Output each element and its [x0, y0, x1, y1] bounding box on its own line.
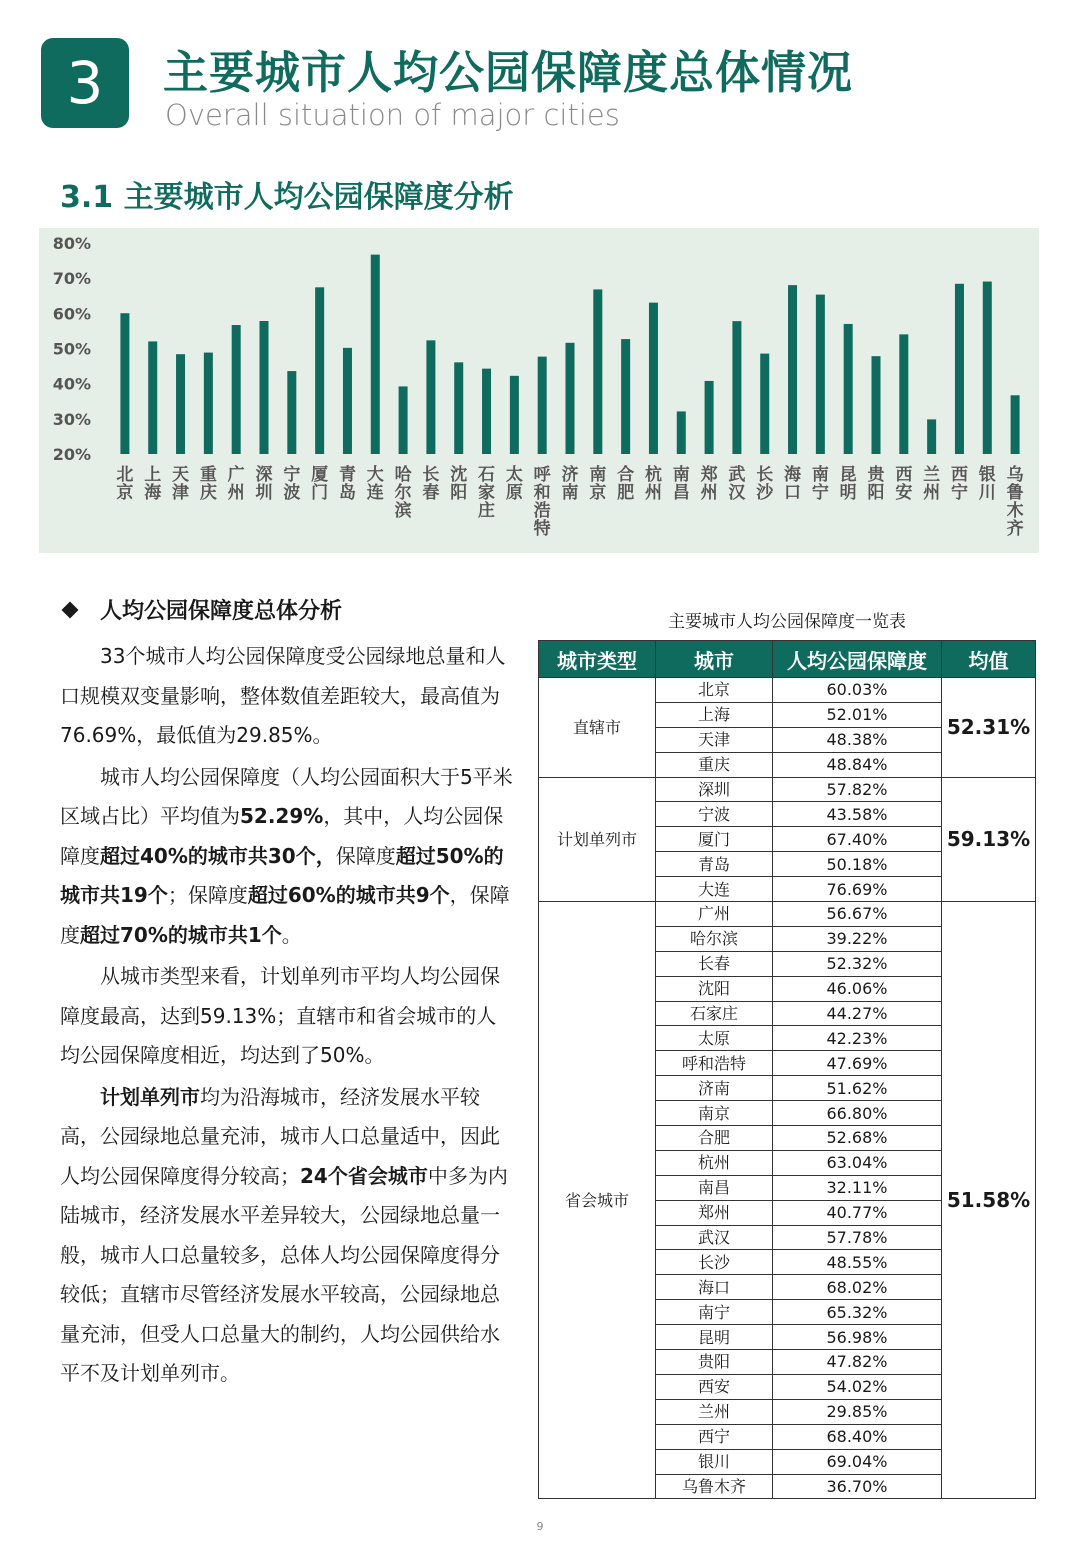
bar: [732, 321, 741, 454]
x-tick-label: 昆明: [839, 465, 857, 503]
analysis-body: [60, 637, 515, 1396]
city-cell: 乌鲁木齐: [656, 1474, 773, 1499]
bold-run: 超过60%的城市共9个: [247, 883, 450, 907]
x-tick-label: 大连: [366, 465, 384, 503]
bar: [677, 411, 686, 454]
bar: [148, 341, 157, 454]
index-cell: 52.68%: [773, 1126, 942, 1151]
header-average: 均值: [942, 641, 1036, 678]
index-cell: 32.11%: [773, 1175, 942, 1200]
x-tick-label: 杭州: [644, 465, 662, 503]
text-run: 均为沿海城市，经济发展水平较高，公园绿地总量充沛，城市人口总量适中，因此人均公园保障度得分较高；: [60, 1084, 500, 1188]
x-tick-label: 南京: [589, 465, 607, 503]
text-run: ，其中，人均公园保障度: [60, 804, 504, 868]
x-tick-label: 青岛: [338, 465, 356, 503]
bar: [204, 353, 213, 454]
index-cell: 52.32%: [773, 951, 942, 976]
bold-run: 计划单列市: [100, 1084, 200, 1109]
index-cell: 57.78%: [773, 1225, 942, 1250]
bar: [593, 289, 602, 454]
city-cell: 南昌: [656, 1175, 773, 1200]
text-run: 保障度: [335, 843, 396, 868]
city-type-cell: 直辖市: [539, 678, 656, 778]
bold-run: 超过50%的城市共19个: [60, 843, 504, 907]
index-cell: 68.40%: [773, 1424, 942, 1449]
city-cell: 深圳: [656, 777, 773, 802]
average-cell: 51.58%: [942, 902, 1036, 1499]
city-cell: 哈尔滨: [656, 926, 773, 951]
index-cell: 44.27%: [773, 1001, 942, 1026]
x-tick-label: 贵阳: [867, 465, 885, 503]
city-cell: 太原: [656, 1026, 773, 1051]
bar: [120, 313, 129, 454]
index-cell: 66.80%: [773, 1101, 942, 1126]
index-cell: 56.67%: [773, 902, 942, 927]
x-tick-label: 天津: [172, 465, 190, 503]
city-cell: 杭州: [656, 1150, 773, 1175]
bold-run: 52.29%: [240, 804, 324, 828]
y-tick-label: 60%: [52, 304, 91, 324]
index-cell: 52.01%: [773, 702, 942, 727]
city-cell: 青岛: [656, 852, 773, 877]
bar: [482, 369, 491, 454]
bar: [816, 295, 825, 454]
x-tick-label: 重庆: [199, 465, 217, 503]
bar: [343, 348, 352, 454]
city-cell: 重庆: [656, 752, 773, 777]
x-tick-label: 济南: [561, 465, 579, 503]
city-cell: 武汉: [656, 1225, 773, 1250]
city-cell: 西宁: [656, 1424, 773, 1449]
table-header-row: [539, 641, 1036, 678]
city-cell: 宁波: [656, 802, 773, 827]
table-row: [539, 678, 1036, 703]
index-cell: 36.70%: [773, 1474, 942, 1499]
index-cell: 46.06%: [773, 976, 942, 1001]
bar: [566, 343, 575, 454]
index-cell: 48.38%: [773, 727, 942, 752]
bar: [760, 354, 769, 454]
average-cell: 59.13%: [942, 777, 1036, 901]
y-tick-label: 50%: [52, 339, 91, 359]
index-cell: 39.22%: [773, 926, 942, 951]
x-tick-label: 西宁: [950, 465, 968, 503]
bar: [705, 381, 714, 454]
x-tick-label: 长春: [422, 465, 440, 503]
paragraph-3: 从城市类型来看，计划单列市平均人均公园保障度最高，达到59.13%；直辖市和省会城市的人均公园保障度相近，均达到了50%。: [60, 964, 500, 1067]
city-cell: 南京: [656, 1101, 773, 1126]
index-cell: 51.62%: [773, 1076, 942, 1101]
table-row: [539, 777, 1036, 802]
x-tick-label: 呼和浩特: [533, 465, 551, 539]
header-city-type: 城市类型: [539, 641, 656, 678]
bar: [260, 321, 269, 454]
bar: [232, 325, 241, 454]
city-cell: 广州: [656, 902, 773, 927]
bar: [955, 284, 964, 454]
y-tick-label: 20%: [52, 445, 91, 464]
index-cell: 48.84%: [773, 752, 942, 777]
x-tick-label: 上海: [144, 465, 162, 503]
city-cell: 银川: [656, 1449, 773, 1474]
bar: [399, 386, 408, 454]
bar: [176, 354, 185, 454]
bar: [621, 339, 630, 454]
x-tick-label: 广州: [227, 465, 245, 503]
paragraph-4: [60, 1078, 515, 1394]
x-tick-label: 哈尔滨: [394, 465, 412, 521]
city-cell: 上海: [656, 702, 773, 727]
index-cell: 69.04%: [773, 1449, 942, 1474]
bar: [426, 340, 435, 454]
section-number-badge: [41, 38, 129, 128]
text-run: ，保障度: [60, 883, 510, 947]
index-cell: 60.03%: [773, 678, 942, 703]
city-cell: 南宁: [656, 1300, 773, 1325]
index-cell: 54.02%: [773, 1374, 942, 1399]
bar: [649, 303, 658, 454]
bar: [872, 356, 881, 454]
paragraph-1: 33个城市人均公园保障度受公园绿地总量和人口规模双变量影响，整体数值差距较大，最高值为76.69%，最低值为29.85%。: [60, 644, 506, 747]
bar: [315, 287, 324, 454]
city-cell: 天津: [656, 727, 773, 752]
index-cell: 48.55%: [773, 1250, 942, 1275]
index-cell: 50.18%: [773, 852, 942, 877]
index-cell: 56.98%: [773, 1325, 942, 1350]
city-table: [538, 640, 1036, 1499]
index-cell: 47.82%: [773, 1350, 942, 1375]
index-cell: 42.23%: [773, 1026, 942, 1051]
section-number: 3: [66, 49, 104, 117]
section-subtitle: Overall situation of major cities: [165, 98, 620, 132]
x-tick-label: 南宁: [811, 465, 829, 503]
city-cell: 石家庄: [656, 1001, 773, 1026]
city-cell: 北京: [656, 678, 773, 703]
table-row: [539, 902, 1036, 927]
city-cell: 长沙: [656, 1250, 773, 1275]
index-cell: 40.77%: [773, 1200, 942, 1225]
index-cell: 47.69%: [773, 1051, 942, 1076]
y-tick-label: 40%: [52, 374, 91, 394]
analysis-heading: [64, 594, 342, 625]
city-cell: 长春: [656, 951, 773, 976]
city-cell: 郑州: [656, 1200, 773, 1225]
analysis-heading-text: 人均公园保障度总体分析: [100, 599, 343, 624]
index-cell: 43.58%: [773, 802, 942, 827]
city-cell: 昆明: [656, 1325, 773, 1350]
bar: [788, 285, 797, 454]
section-title: 主要城市人均公园保障度总体情况: [163, 46, 854, 99]
x-tick-label: 太原: [505, 465, 523, 503]
x-tick-label: 银川: [978, 465, 996, 503]
city-cell: 贵阳: [656, 1350, 773, 1375]
bar: [510, 376, 519, 454]
x-tick-label: 沈阳: [450, 465, 468, 503]
city-cell: 厦门: [656, 827, 773, 852]
x-tick-label: 长沙: [756, 465, 774, 503]
bar: [538, 357, 547, 454]
x-tick-label: 乌鲁木齐: [1006, 465, 1024, 539]
city-cell: 济南: [656, 1076, 773, 1101]
bar: [899, 334, 908, 454]
x-tick-label: 兰州: [923, 465, 941, 503]
x-tick-label: 北京: [116, 465, 134, 503]
bold-run: 24个省会城市: [300, 1163, 428, 1188]
bar: [844, 324, 853, 454]
bar: [454, 362, 463, 454]
text-run: 中多为内陆城市，经济发展水平差异较大，公园绿地总量一般，城市人口总量较多，总体人均公园保障度得分较低；直辖市尽管经济发展水平较高，公园绿地总量充沛，但受人口总量大的制约，人均公园供给水平不及计划单列市。: [60, 1163, 508, 1385]
index-cell: 57.82%: [773, 777, 942, 802]
text-run: 城市人均公园保障度（人均公园面积大于5平米区域占比）平均值为: [60, 764, 513, 828]
y-tick-label: 80%: [52, 234, 91, 253]
text-run: 。: [281, 922, 302, 947]
bold-run: 超过40%的城市共30个，: [100, 843, 336, 868]
subsection-title: 3.1 主要城市人均公园保障度分析: [60, 180, 514, 215]
average-cell: 52.31%: [942, 678, 1036, 778]
bar: [1011, 395, 1020, 454]
city-cell: 兰州: [656, 1399, 773, 1424]
city-cell: 沈阳: [656, 976, 773, 1001]
city-cell: 海口: [656, 1275, 773, 1300]
x-tick-label: 海口: [784, 465, 802, 503]
bold-run: 超过70%的城市共1个: [80, 922, 282, 947]
y-tick-label: 70%: [52, 269, 91, 289]
bar-chart: [39, 228, 1039, 553]
text-run: ；保障度: [167, 883, 248, 907]
x-tick-label: 武汉: [728, 465, 746, 503]
x-tick-label: 石家庄: [478, 465, 496, 521]
city-cell: 合肥: [656, 1126, 773, 1151]
table-caption: 主要城市人均公园保障度一览表: [668, 612, 906, 632]
paragraph-2: [60, 758, 515, 956]
city-cell: 西安: [656, 1374, 773, 1399]
x-tick-label: 宁波: [283, 465, 301, 503]
index-cell: 29.85%: [773, 1399, 942, 1424]
city-type-cell: 计划单列市: [539, 777, 656, 901]
bar: [287, 371, 296, 454]
bar: [927, 419, 936, 454]
diamond-bullet-icon: [62, 602, 79, 619]
header-index: 人均公园保障度: [773, 641, 942, 678]
x-tick-label: 合肥: [617, 465, 635, 503]
city-cell: 呼和浩特: [656, 1051, 773, 1076]
city-cell: 大连: [656, 877, 773, 902]
index-cell: 76.69%: [773, 877, 942, 902]
index-cell: 67.40%: [773, 827, 942, 852]
x-tick-label: 厦门: [311, 465, 329, 503]
header-city: 城市: [656, 641, 773, 678]
bar: [983, 282, 992, 454]
index-cell: 65.32%: [773, 1300, 942, 1325]
x-tick-label: 郑州: [700, 465, 718, 503]
page-number: 9: [536, 1520, 544, 1533]
y-tick-label: 30%: [52, 409, 91, 429]
x-tick-label: 西安: [895, 465, 913, 503]
city-type-cell: 省会城市: [539, 902, 656, 1499]
index-cell: 68.02%: [773, 1275, 942, 1300]
bar-chart-svg: [39, 228, 1039, 553]
x-tick-label: 深圳: [255, 465, 273, 503]
bar: [371, 255, 380, 454]
index-cell: 63.04%: [773, 1150, 942, 1175]
x-tick-label: 南昌: [672, 465, 690, 503]
